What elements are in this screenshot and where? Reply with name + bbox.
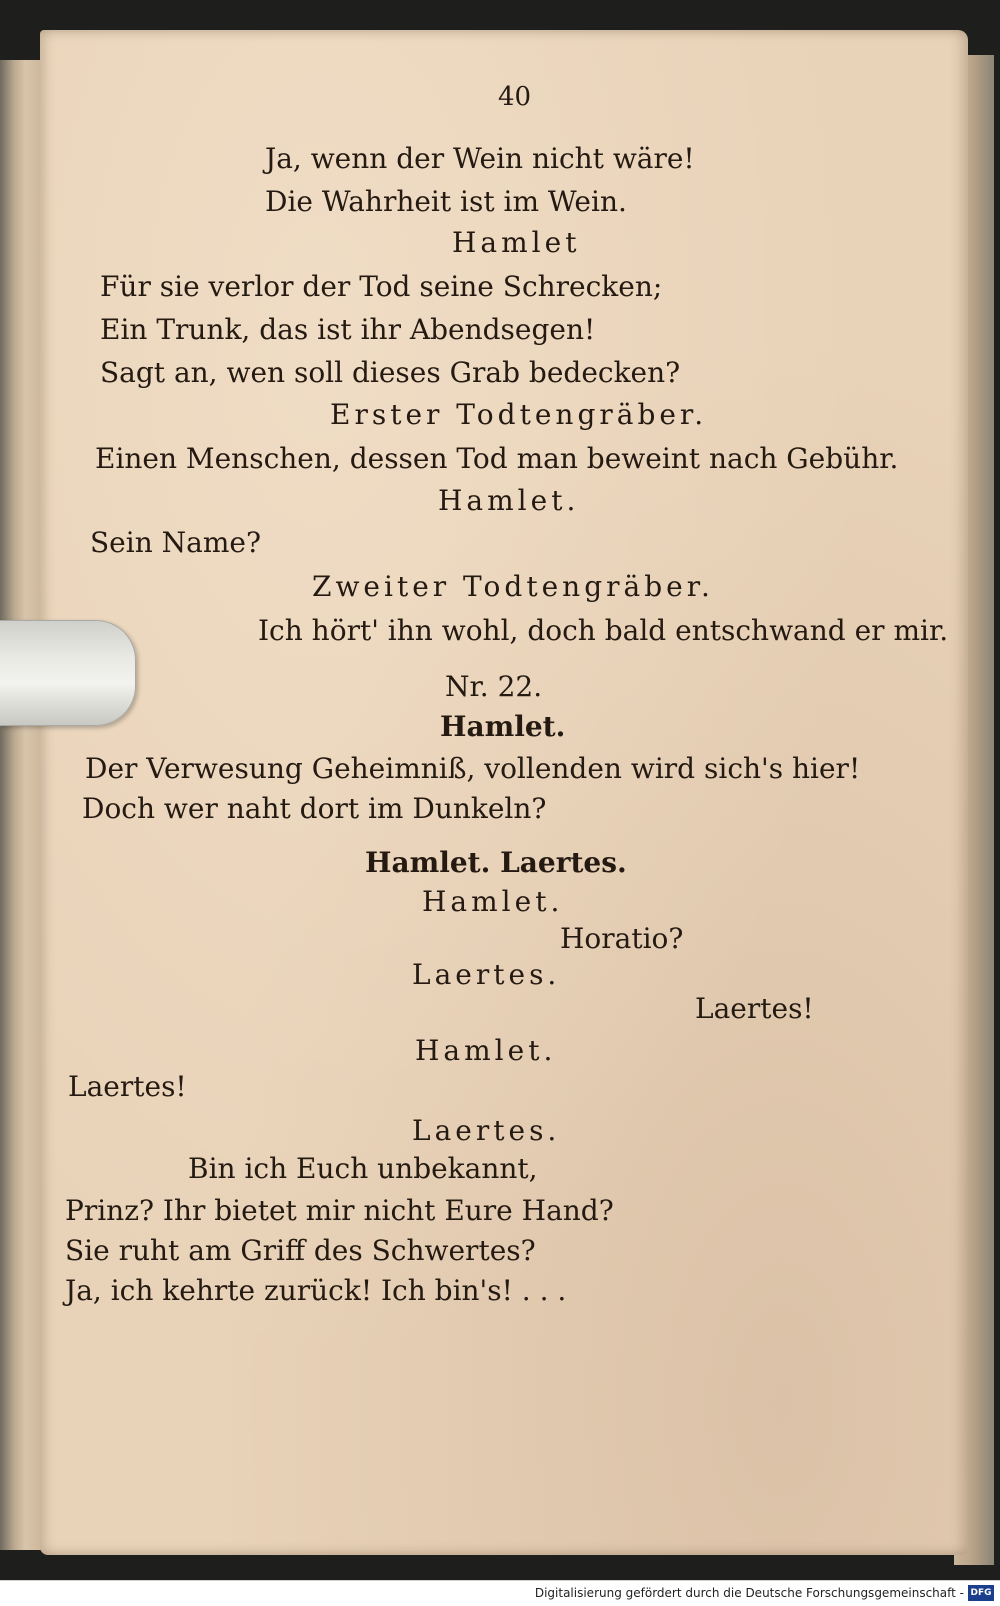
text-line: Laertes! <box>68 1070 187 1103</box>
speaker-heading: Laertes. <box>412 1114 561 1147</box>
text-line: Die Wahrheit ist im Wein. <box>265 185 627 218</box>
text-line: Für sie verlor der Tod seine Schrecken; <box>100 270 663 303</box>
text-line: Ja, wenn der Wein nicht wäre! <box>265 142 695 175</box>
text-line: Bin ich Euch unbekannt, <box>188 1152 538 1185</box>
text-line: Laertes! <box>695 992 814 1025</box>
dfg-logo: DFG <box>968 1585 994 1601</box>
speaker-heading: Hamlet. <box>415 1034 557 1067</box>
text-line: Sagt an, wen soll dieses Grab bedecken? <box>100 356 681 389</box>
speaker-heading: Hamlet <box>452 226 581 259</box>
text-line: Sie ruht am Griff des Schwertes? <box>65 1234 536 1267</box>
text-line: Doch wer naht dort im Dunkeln? <box>82 792 547 825</box>
scene-number: Nr. 22. <box>445 670 543 703</box>
funding-note: Digitalisierung gefördert durch die Deutsche Forschungsgemeinschaft - <box>534 1586 964 1600</box>
text-line: Ich hört' ihn wohl, doch bald entschwand er mir. <box>258 614 949 647</box>
text-line: Sein Name? <box>90 526 261 559</box>
text-line: Ja, ich kehrte zurück! Ich bin's! . . . <box>65 1274 567 1307</box>
scene-heading: Hamlet. Laertes. <box>365 846 627 879</box>
speaker-heading: Erster Todtengräber. <box>330 398 708 431</box>
speaker-heading: Laertes. <box>412 958 561 991</box>
page-number: 40 <box>498 82 532 112</box>
speaker-heading: Hamlet. <box>422 885 564 918</box>
text-line: Einen Menschen, dessen Tod man beweint nach Gebühr. <box>95 442 899 475</box>
book-page <box>40 30 968 1555</box>
speaker-heading: Hamlet. <box>438 484 580 517</box>
speaker-heading: Zweiter Todtengräber. <box>312 570 714 603</box>
text-line: Der Verwesung Geheimniß, vollenden wird sich's hier! <box>85 752 861 785</box>
text-line: Prinz? Ihr bietet mir nicht Eure Hand? <box>65 1194 614 1227</box>
text-line: Ein Trunk, das ist ihr Abendsegen! <box>100 313 596 346</box>
scene-heading: Hamlet. <box>440 710 566 743</box>
text-line: Horatio? <box>560 922 684 955</box>
paper-strip-bookmark <box>0 620 136 726</box>
footer-bar <box>0 1580 1000 1606</box>
